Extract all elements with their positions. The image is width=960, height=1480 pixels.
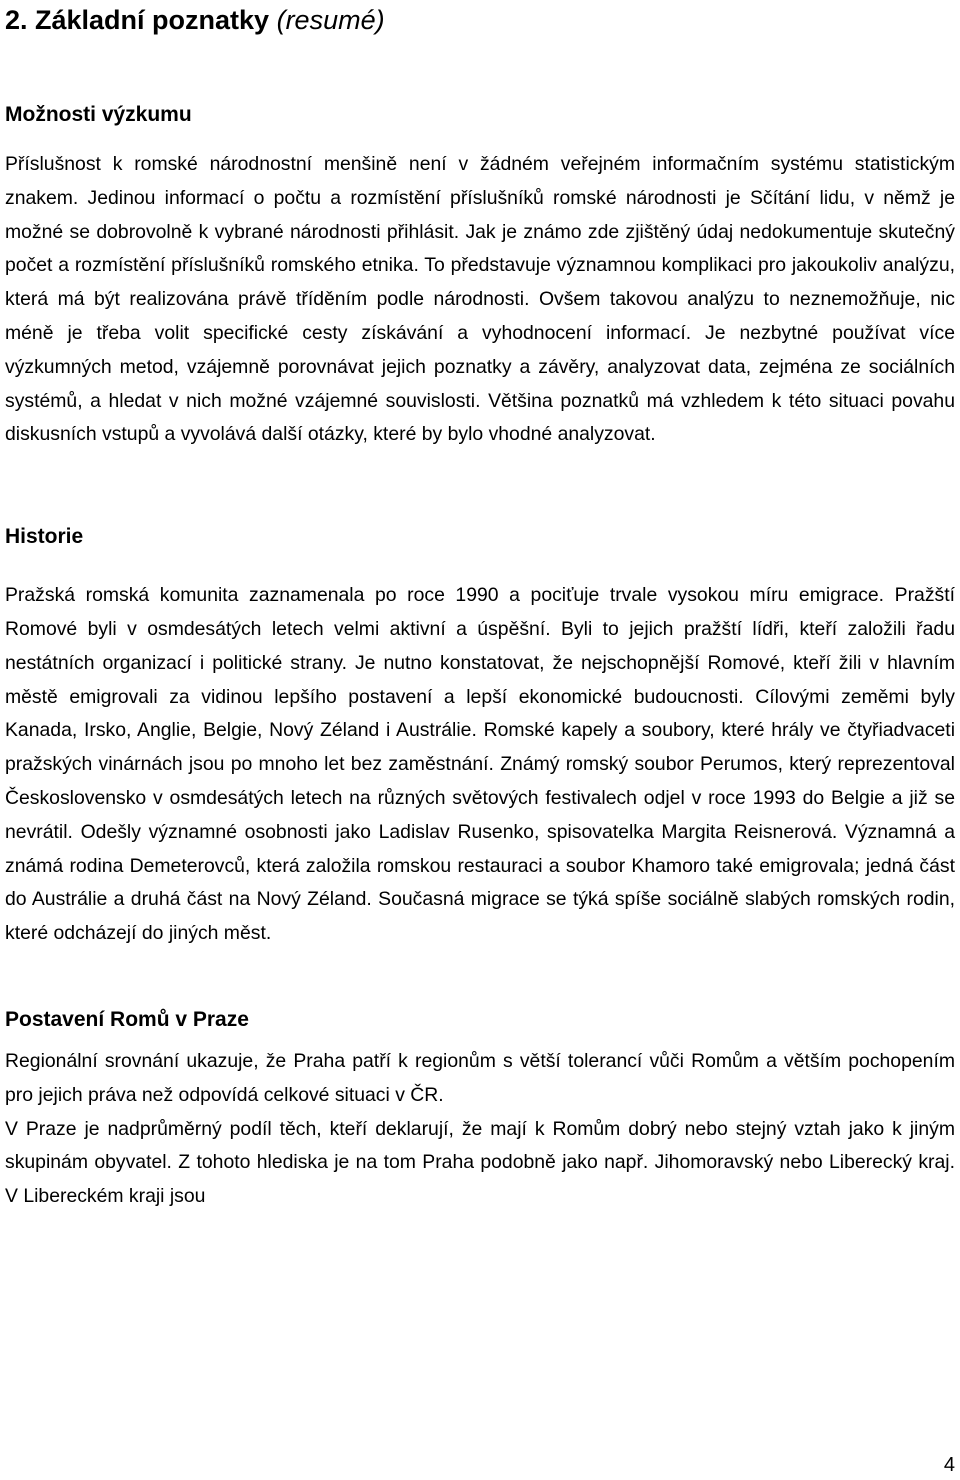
page-title	[5, 0, 955, 38]
section-heading-roma-in-prague: Postavení Romů v Praze	[5, 1007, 249, 1031]
document-page	[5, 0, 955, 1214]
page-title-sub: (resumé)	[276, 5, 385, 35]
section-heading-research: Možnosti výzkumu	[5, 103, 192, 126]
paragraph-research: Příslušnost k romské národnostní menšině není v žádném veřejném informačním systému statistickým znakem. Jedinou informací o počtu a rozmístění příslušníků romské národnosti je Sčítání lidu, v němž je možné se dobrovolně k vybrané národnosti přihlásit. Jak je známo zde zjištěný údaj nedokumentuje skutečný počet a rozmístění příslušníků romského etnika. To představuje významnou komplikaci pro jakoukoliv analýzu, která má být realizována právě tříděním podle národnosti. Ovšem takovou analýzu to neznemožňuje, nic méně je třeba volit specifické cesty získávání a vyhodnocení informací. Je nezbytné používat více výzkumných metod, vzájemně porovnávat jejich poznatky a závěry, analyzovat data, zejména ze sociálních systémů, a hledat v nich možné vzájemné souvislosti. Většina poznatků má vzhledem k této situaci povahu diskusních vstupů a vyvolává další otázky, které by bylo vhodné analyzovat.	[5, 153, 955, 446]
page-number: 4	[943, 1454, 955, 1476]
paragraph-history: Pražská romská komunita zaznamenala po roce 1990 a pociťuje trvale vysokou míru emigrace. Pražští Romové byli v osmdesátých letech velmi aktivní a úspěšní. Byli to jejich pražští lídři, kteří založili řadu nestátních organizací i politické strany. Je nutno konstatovat, že nejschopnější Romové, kteří žili v hlavním městě emigrovali za vidinou lepšího postavení a lepší ekonomické budoucnosti. Cílovými zeměmi byly Kanada, Irsko, Anglie, Belgie, Nový Zéland i Austrálie. Romské kapely a soubory, které hrály ve čtyřiadvaceti pražských vinárnách jsou po mnoho let bez zaměstnání. Známý romský soubor Perumos, který reprezentoval Československo v osmdesátých letech na různých světových festivalech odjel v roce 1993 do Belgie a již se nevrátil. Odešly významné osobnosti jako Ladislav Rusenko, spisovatelka Margita Reisnerová. Významná a známá rodina Demeterovců, která založila romskou restauraci a soubor Khamoro také emigrovala; jedná část do Austrálie a druhá část na Nový Zéland. Současná migrace se týká spíše sociálně slabých romských rodin, které odcházejí do jiných měst.	[5, 584, 955, 945]
paragraph-prague-attitudes: V Praze je nadprůměrný podíl těch, kteří deklarují, že mají k Romům dobrý nebo stejný vztah jako k jiným skupinám obyvatel. Z tohoto hlediska je na tom Praha podobně jako např. Jihomoravský nebo Liberecký kraj. V Libereckém kraji jsou	[5, 1117, 955, 1208]
paragraph-regional-comparison: Regionální srovnání ukazuje, že Praha patří k regionům s větší tolerancí vůči Romům a větším pochopením pro jejich práva než odpovídá celkové situaci v ČR.	[5, 1049, 955, 1106]
page-title-main: 2. Základní poznatky	[5, 5, 277, 35]
section-heading-history: Historie	[5, 525, 84, 549]
